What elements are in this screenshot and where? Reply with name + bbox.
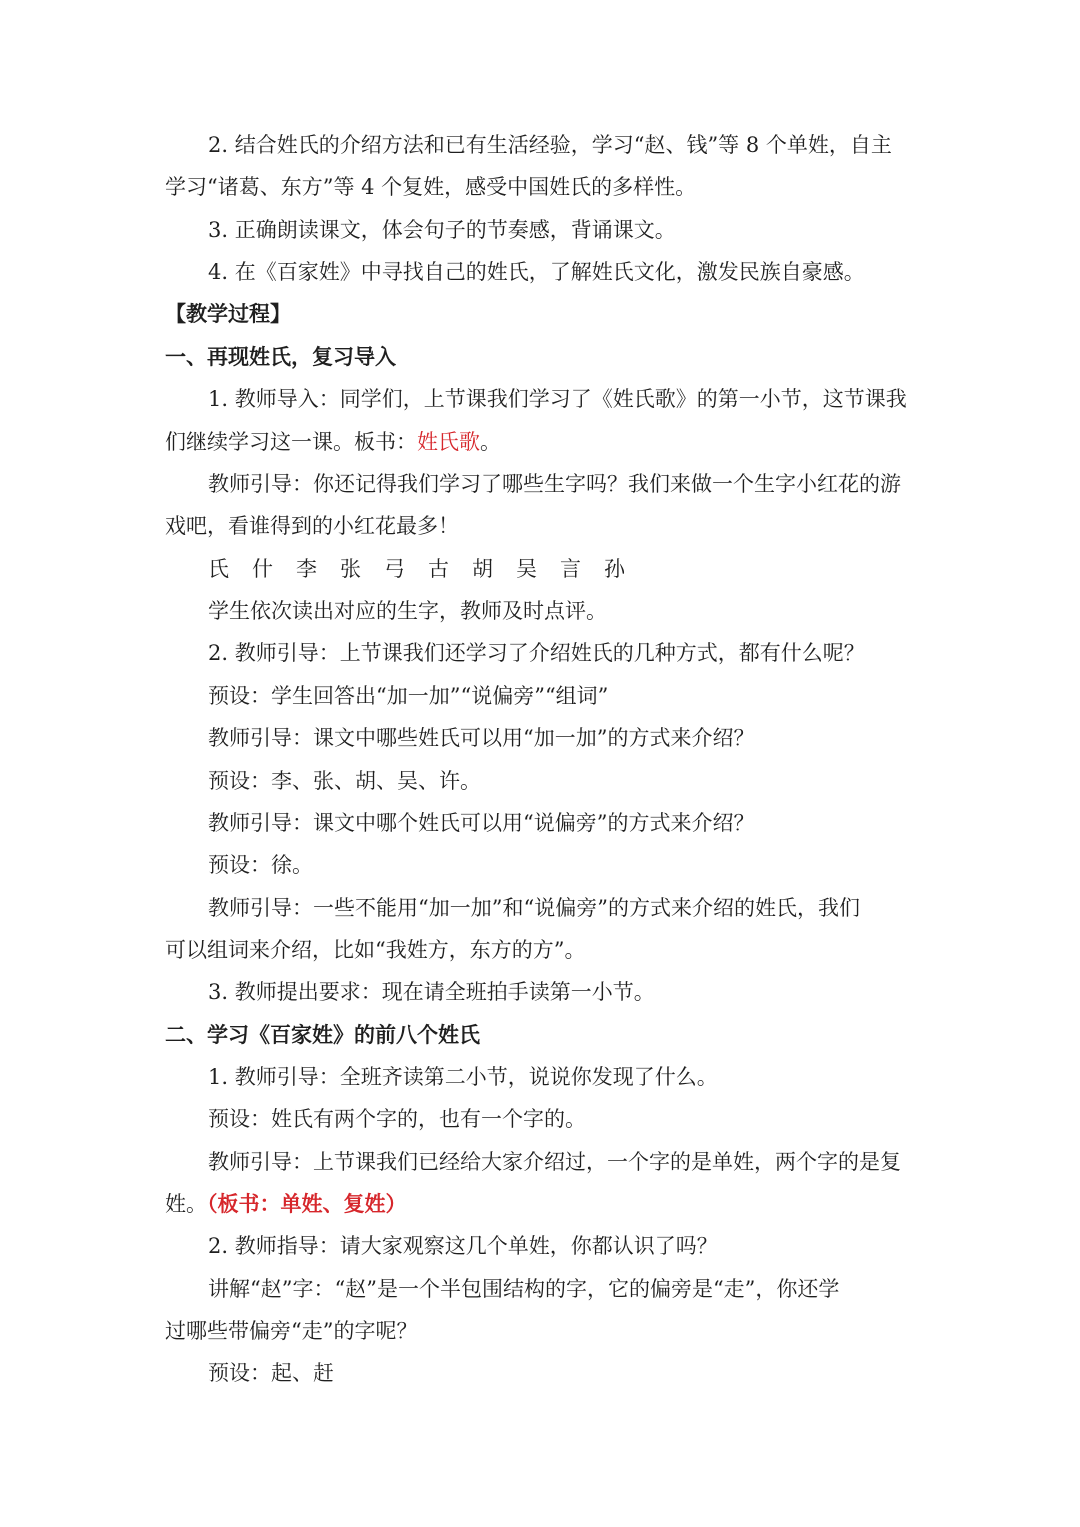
objective-3: 3. 正确朗读课文，体会句子的节奏感，背诵课文。	[208, 218, 676, 242]
section-2-heading: 二、学习《百家姓》的前八个姓氏	[165, 1022, 480, 1047]
preset-1: 预设：学生回答出“加一加”“说偏旁”“组词”	[208, 684, 609, 708]
character-item: 张	[340, 557, 361, 581]
preset-3: 预设：徐。	[208, 853, 313, 877]
teacher-guide-1-line-1: 教师引导：你还记得我们学习了哪些生字吗？我们来做一个生字小红花的游	[208, 472, 901, 496]
read-characters: 学生依次读出对应的生字，教师及时点评。	[208, 599, 607, 623]
character-item: 氏	[208, 557, 229, 581]
objective-2-line-2: 学习“诸葛、东方”等 4 个复姓，感受中国姓氏的多样性。	[165, 175, 697, 199]
teacher-guide-1-line-2: 戏吧，看谁得到的小红花最多！	[165, 514, 459, 538]
section-2-preset-2: 预设：起、赶	[208, 1361, 334, 1385]
step-1-text: 们继续学习这一课。板书：	[165, 430, 417, 454]
character-item: 李	[296, 557, 317, 581]
explain-zhao-line-1: 讲解“赵”字：“赵”是一个半包围结构的字，它的偏旁是“走”，你还学	[208, 1277, 840, 1301]
character-list	[208, 554, 648, 584]
teacher-guide-3: 教师引导：课文中哪个姓氏可以用“说偏旁”的方式来介绍？	[208, 811, 755, 835]
section-2-step-2: 2. 教师指导：请大家观察这几个单姓，你都认识了吗？	[208, 1234, 718, 1258]
explain-zhao-line-2: 过哪些带偏旁“走”的字呢？	[165, 1319, 418, 1343]
board-writing-surnames: （板书：单姓、复姓）	[207, 1191, 407, 1216]
objective-4: 4. 在《百家姓》中寻找自己的姓氏，了解姓氏文化，激发民族自豪感。	[208, 260, 865, 284]
section-2-guide-1-line-2	[165, 1189, 407, 1219]
character-item: 孙	[604, 557, 625, 581]
teacher-guide-2: 教师引导：课文中哪些姓氏可以用“加一加”的方式来介绍？	[208, 726, 755, 750]
teaching-process-heading: 【教学过程】	[165, 301, 291, 326]
teacher-guide-4-line-2: 可以组词来介绍，比如“我姓方，东方的方”。	[165, 938, 586, 962]
character-item: 弓	[384, 557, 405, 581]
section-2-guide-1-line-1: 教师引导：上节课我们已经给大家介绍过，一个字的是单姓，两个字的是复	[208, 1150, 901, 1174]
character-item: 胡	[472, 557, 493, 581]
section-1-step-3: 3. 教师提出要求：现在请全班拍手读第一小节。	[208, 980, 655, 1004]
section-2-step-1: 1. 教师引导：全班齐读第二小节，说说你发现了什么。	[208, 1065, 718, 1089]
character-item: 吴	[516, 557, 537, 581]
section-1-heading: 一、再现姓氏，复习导入	[165, 344, 396, 369]
board-writing-title: 姓氏歌	[417, 430, 480, 454]
objective-2-line-1: 2. 结合姓氏的介绍方法和已有生活经验，学习“赵、钱”等 8 个单姓，自主	[208, 133, 892, 157]
section-1-step-1-line-2	[165, 427, 501, 457]
character-item: 言	[560, 557, 581, 581]
section-2-preset-1: 预设：姓氏有两个字的，也有一个字的。	[208, 1107, 586, 1131]
section-1-step-1-line-1: 1. 教师导入：同学们，上节课我们学习了《姓氏歌》的第一小节，这节课我	[208, 387, 907, 411]
teacher-guide-4-line-1: 教师引导：一些不能用“加一加”和“说偏旁”的方式来介绍的姓氏，我们	[208, 896, 860, 920]
character-item: 什	[252, 557, 273, 581]
character-item: 古	[428, 557, 449, 581]
preset-2: 预设：李、张、胡、吴、许。	[208, 769, 481, 793]
section-1-step-2: 2. 教师引导：上节课我们还学习了介绍姓氏的几种方式，都有什么呢？	[208, 641, 865, 665]
step-1-period: 。	[480, 430, 501, 454]
guide-text: 姓。	[165, 1192, 207, 1216]
